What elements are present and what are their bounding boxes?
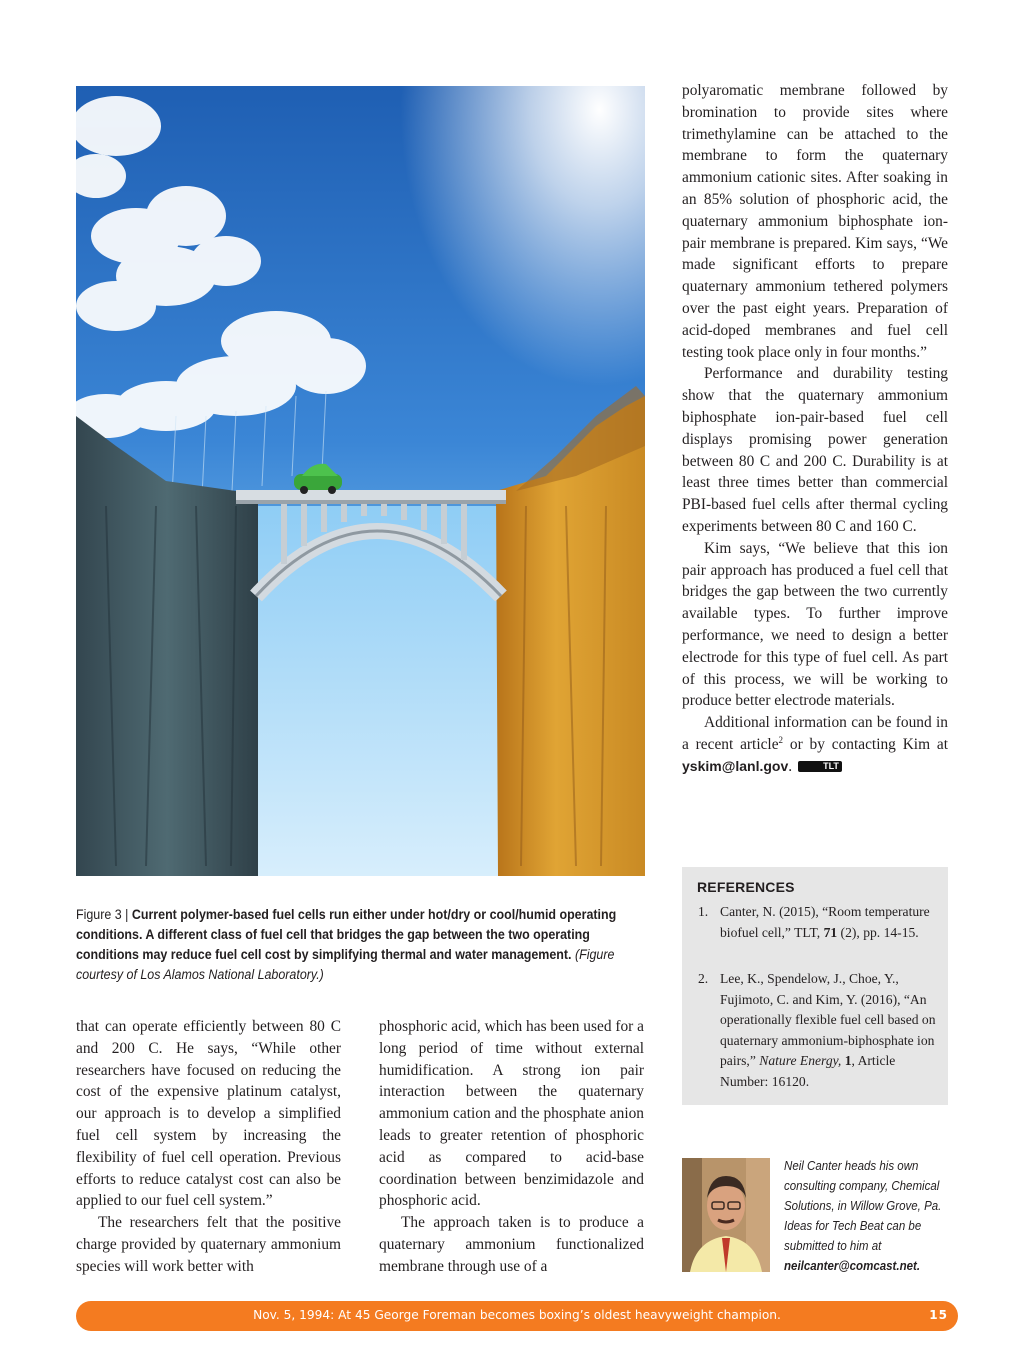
figure-label: Figure 3 |: [76, 907, 132, 922]
paragraph: Kim says, “We believe that this ion pair approach has produced a fuel cell that bridges the gap between the two currently available types. To further improve performance, we need to design a better electrode for this type of fuel cell. As part of this process, we will be working to produce better electrode materials.: [682, 539, 948, 710]
paragraph-text: Additional information can be found in a recent article: [682, 714, 948, 753]
page-number: 15: [929, 1308, 948, 1322]
author-bio: [784, 1156, 942, 1276]
paragraph: phosphoric acid, which has been used for a long period of time without external humidification. A strong ion pair interaction between the quaternary ammonium cation and the phosphate anion leads to greater retention of phosphoric acid as compared to acid-base coordination between benzimidazole and phosphoric acid.: [379, 1018, 644, 1210]
body-column-middle: [379, 1016, 644, 1278]
paragraph: that can operate efficiently between 80 C and 200 C. He says, “While other researchers have focused on reducing the cost of the expensive platinum catalyst, our approach is to develop a simplified fuel cell system by increasing the flexibility of fuel cell operation. Previous efforts to reduce catalyst cost can also be applied to our fuel cell system.”: [76, 1018, 341, 1210]
footer-text: Nov. 5, 1994: At 45 George Foreman becomes boxing’s oldest heavyweight champion.: [253, 1308, 781, 1322]
figure-caption: [76, 905, 645, 985]
citation-superscript: 2: [778, 734, 784, 745]
paragraph: The researchers felt that the positive charge provided by quaternary ammonium species will work better with: [76, 1214, 341, 1275]
reference-text: Lee, K., Spendelow, J., Choe, Y., Fujimoto, C. and Kim, Y. (2016), “An operationally flexible fuel cell based on quaternary ammonium-biphosphate ion pairs,” Nature Energy, 1, Article Number: 16120.: [720, 971, 936, 1089]
caption-text: Current polymer-based fuel cells run either under hot/dry or cool/humid operating conditions. A different class of fuel cell that bridges the gap between the two operating conditions may reduce fuel cell cost by simplifying thermal and water management.: [76, 907, 617, 962]
bio-text: Neil Canter heads his own consulting company, Chemical Solutions, in Willow Grove, Pa. Ideas for Tech Beat can be submitted to him at: [784, 1158, 942, 1253]
paragraph: Performance and durability testing show that the quaternary ammonium biphosphate ion-pair-based fuel cell displays promising power generation between 80 C and 200 C. Durability is at least three times better than commercial PBI-based fuel cells after thermal cycling experiments between 80 C and 160 C.: [682, 365, 948, 535]
body-column-right: [682, 80, 948, 778]
paragraph: [682, 712, 948, 777]
reference-item: [698, 902, 942, 943]
bio-email-link[interactable]: neilcanter@comcast.net.: [784, 1258, 921, 1273]
reference-text: Canter, N. (2015), “Room temperature biofuel cell,” TLT, 71 (2), pp. 14-15.: [720, 904, 930, 940]
reference-number: 2.: [698, 971, 709, 986]
footer-bar: [76, 1301, 958, 1331]
paragraph-text: or by contacting Kim at: [783, 735, 948, 753]
paragraph: polyaromatic membrane followed by bromination to provide sites where trimethylamine can be attached to the membrane to form the quaternary ammonium cationic sites. After soaking in an 85% solution of phosphoric acid, the quaternary ammonium biphosphate ion-pair membrane is prepared. Kim says, “We made significant efforts to prepare quaternary ammonium tethered polymers over the past eight years. Preparation of acid-doped membranes and fuel cell testing took place only in four months.”: [682, 82, 948, 361]
paragraph: The approach taken is to produce a quaternary ammonium functionalized membrane through use of a: [379, 1214, 644, 1275]
references-box: [682, 867, 948, 1105]
references-title: REFERENCES: [697, 879, 795, 895]
email-link[interactable]: yskim@lanl.gov: [682, 757, 789, 774]
author-portrait: [682, 1158, 770, 1272]
caption-credit: (Figure courtesy of Los Alamos National Laboratory.): [76, 947, 615, 982]
body-column-left: [76, 1016, 341, 1278]
period: .: [788, 757, 793, 775]
tlt-end-mark: TLT: [798, 761, 842, 772]
figure-illustration: [76, 86, 645, 876]
reference-item: [698, 969, 942, 1092]
reference-number: 1.: [698, 904, 709, 919]
